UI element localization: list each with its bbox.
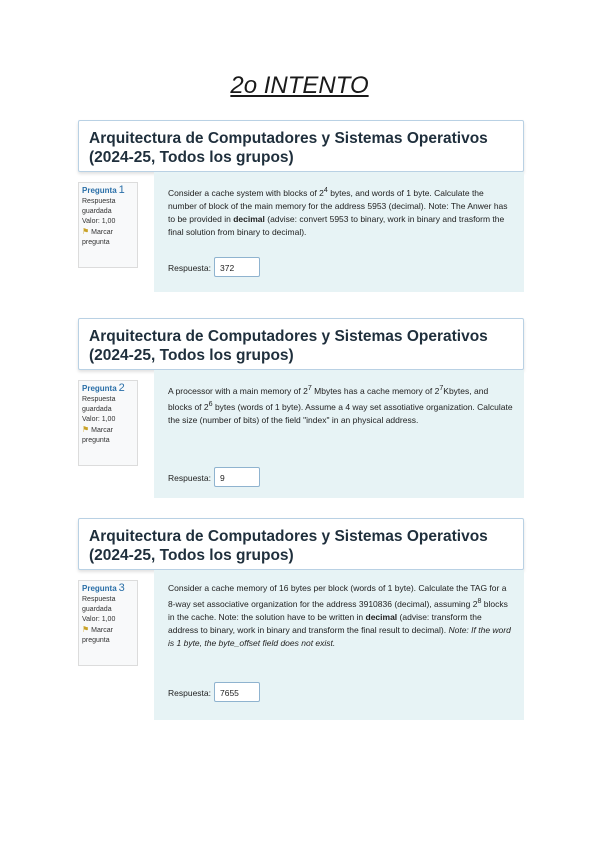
- question-box: [154, 172, 524, 292]
- course-header: [78, 318, 524, 370]
- flag-label: Marcar pregunta: [82, 427, 113, 444]
- course-title: Arquitectura de Computadores y Sistemas Operativos (2024-25, Todos los grupos): [89, 130, 488, 166]
- question-number: 3: [118, 582, 125, 594]
- answer-label: Respuesta:: [168, 473, 211, 483]
- question-status: Respuesta guardada: [82, 396, 116, 413]
- question-score: Valor: 1,00: [82, 616, 116, 623]
- question-label: Pregunta: [82, 584, 117, 593]
- question-status: Respuesta guardada: [82, 596, 116, 613]
- question-score: Valor: 1,00: [82, 218, 116, 225]
- question-info-box: [78, 580, 138, 666]
- flag-label: Marcar pregunta: [82, 627, 113, 644]
- question-section-2: [78, 318, 524, 498]
- question-score: Valor: 1,00: [82, 416, 116, 423]
- question-text: Consider a cache system with blocks of $2^4$ bytes, and words of 1 byte. Calculate the number of block of the main memory for the address 5953 (decimal). Note: The Anwer has to be provided in decimal (advise: convert 5953 to binary, work in binary and trasform the final solution from binary to decimal).: [168, 186, 508, 237]
- answer-input[interactable]: 372: [214, 257, 260, 277]
- question-section-1: [78, 120, 524, 295]
- question-number: 2: [118, 382, 125, 394]
- question-status: Respuesta guardada: [82, 198, 116, 215]
- question-box: [154, 370, 524, 498]
- flag-question-link[interactable]: [82, 227, 134, 248]
- answer-label: Respuesta:: [168, 263, 211, 273]
- question-number: 1: [118, 184, 125, 196]
- question-label: Pregunta: [82, 384, 117, 393]
- flag-icon: ⚑: [82, 425, 90, 434]
- question-label: Pregunta: [82, 186, 117, 195]
- flag-question-link[interactable]: [82, 425, 134, 446]
- question-info-box: [78, 380, 138, 466]
- question-info-box: [78, 182, 138, 268]
- answer-input[interactable]: 9: [214, 467, 260, 487]
- answer-label: Respuesta:: [168, 688, 211, 698]
- flag-icon: ⚑: [82, 625, 90, 634]
- question-box: [154, 570, 524, 720]
- course-title: Arquitectura de Computadores y Sistemas Operativos (2024-25, Todos los grupos): [89, 528, 488, 564]
- page-title: 2o INTENTO: [230, 72, 369, 99]
- flag-label: Marcar pregunta: [82, 229, 113, 246]
- question-text: A processor with a main memory of $2^7$ Mbytes has a cache memory of $2^7Kbytes$, and blocks of $2^6$ bytes (words of 1 byte). Assume a 4 way set assotiative organization. Calculate the size (number of bits) of the field "index" in an physical address.: [168, 384, 513, 425]
- question-text: Consider a cache memory of 16 bytes per block (words of 1 byte). Calculate the TAG for a 8-way set associative organization for the address 3910836 (decimal), assuming $2^8$ blocks in the cache. Note: the solution have to be written in decimal (advise: transform the address to binary, work in binary and transform the final result to decimal). Note: If the word is 1 byte, the byte_offset field does not exist.: [168, 583, 511, 648]
- course-header: [78, 518, 524, 570]
- course-header: [78, 120, 524, 172]
- course-title: Arquitectura de Computadores y Sistemas Operativos (2024-25, Todos los grupos): [89, 328, 488, 364]
- question-section-3: [78, 518, 524, 723]
- answer-input[interactable]: 7655: [214, 682, 260, 702]
- flag-icon: ⚑: [82, 227, 90, 236]
- flag-question-link[interactable]: [82, 625, 134, 646]
